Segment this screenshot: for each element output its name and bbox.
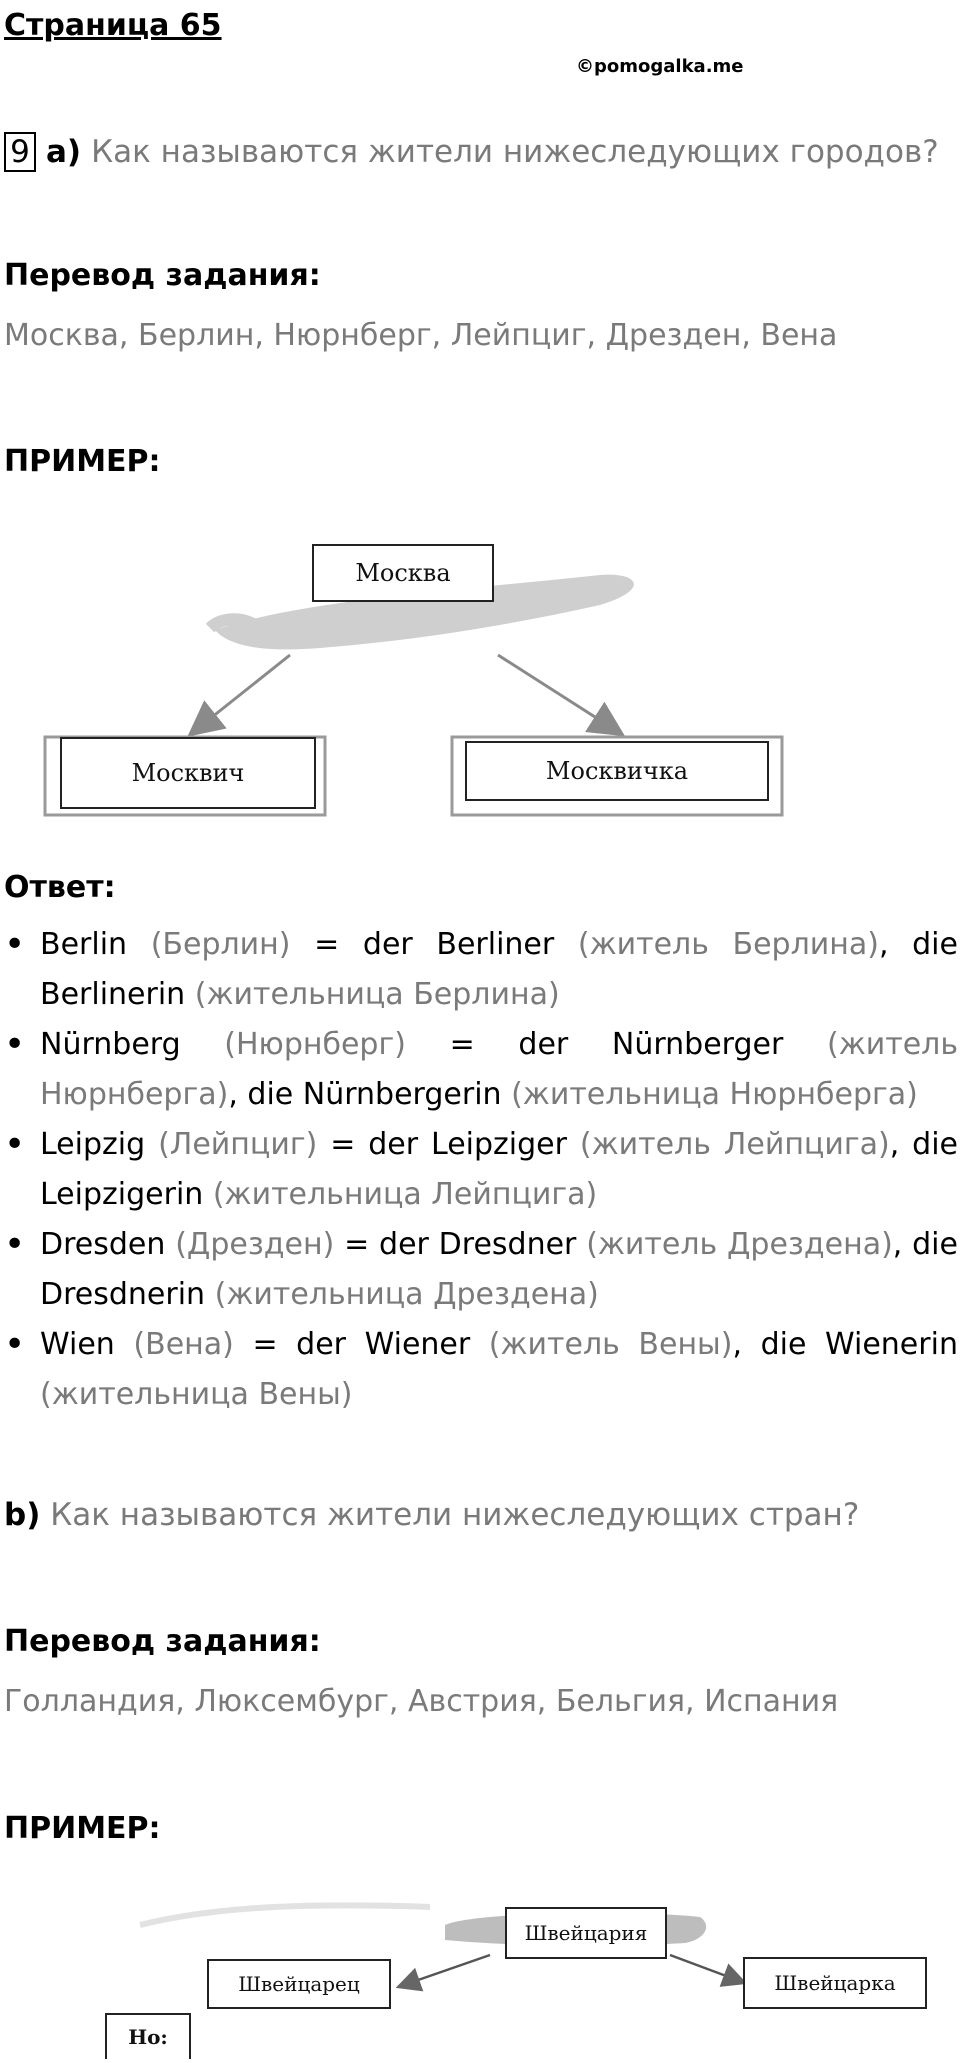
arrow-left-b bbox=[398, 1955, 490, 1987]
answer-item: • Nürnberg (Нюрнберг) = der Nürnberger (житель Нюрнберга), die Nürnbergerin (жительница Нюрнберга) bbox=[4, 1020, 958, 1120]
task-a-question: Как называются жители нижеследующих городов? bbox=[91, 134, 939, 170]
answer-item: • Wien (Вена) = der Wiener (житель Вены), die Wienerin (жительница Вены) bbox=[4, 1320, 958, 1420]
answer-item: • Berlin (Берлин) = der Berliner (житель Берлина), die Berlinerin (жительница Берлина) bbox=[4, 920, 958, 1020]
arrow-right-a bbox=[498, 655, 620, 733]
page-title: Страница 65 bbox=[4, 8, 222, 43]
translation-heading-a: Перевод задания: bbox=[4, 258, 321, 293]
diagram-b-note-box: Но: bbox=[105, 2013, 191, 2059]
task-a-line bbox=[4, 132, 939, 172]
arrow-right-b bbox=[670, 1955, 745, 1983]
task-b-line bbox=[4, 1497, 859, 1533]
diagram-b-right-box: Швейцарка bbox=[743, 1957, 927, 2009]
answer-item: • Dresden (Дрезден) = der Dresdner (житель Дрездена), die Dresdnerin (жительница Дрездена) bbox=[4, 1220, 958, 1320]
diagram-b-left-box: Швейцарец bbox=[207, 1959, 391, 2009]
watermark: ©pomogalka.me bbox=[576, 56, 744, 77]
arrow-left-a bbox=[192, 655, 290, 733]
task-b-question: Как называются жители нижеследующих стран? bbox=[50, 1497, 860, 1533]
answer-item: • Leipzig (Лейпциг) = der Leipziger (житель Лейпцига), die Leipzigerin (жительница Лейпцига) bbox=[4, 1120, 958, 1220]
translation-text-b: Голландия, Люксембург, Австрия, Бельгия, Испания bbox=[4, 1684, 839, 1719]
translation-text-a: Москва, Берлин, Нюрнберг, Лейпциг, Дрезден, Вена bbox=[4, 318, 838, 353]
example-diagram-b bbox=[100, 1895, 940, 2059]
answer-heading: Ответ: bbox=[4, 870, 116, 905]
diagram-a-top-box: Москва bbox=[312, 544, 494, 602]
example-heading-b: ПРИМЕР: bbox=[4, 1811, 161, 1846]
diagram-b-top-box: Швейцария bbox=[505, 1907, 667, 1959]
answer-list bbox=[4, 920, 958, 1420]
example-heading-a: ПРИМЕР: bbox=[4, 444, 161, 479]
task-a-letter: a) bbox=[46, 134, 82, 170]
translation-heading-b: Перевод задания: bbox=[4, 1624, 321, 1659]
diagram-a-left-box: Москвич bbox=[60, 737, 316, 809]
task-number-box: 9 bbox=[4, 132, 36, 172]
example-diagram-a bbox=[40, 530, 790, 830]
diagram-a-right-box: Москвичка bbox=[465, 741, 769, 801]
task-b-letter: b) bbox=[4, 1497, 41, 1533]
